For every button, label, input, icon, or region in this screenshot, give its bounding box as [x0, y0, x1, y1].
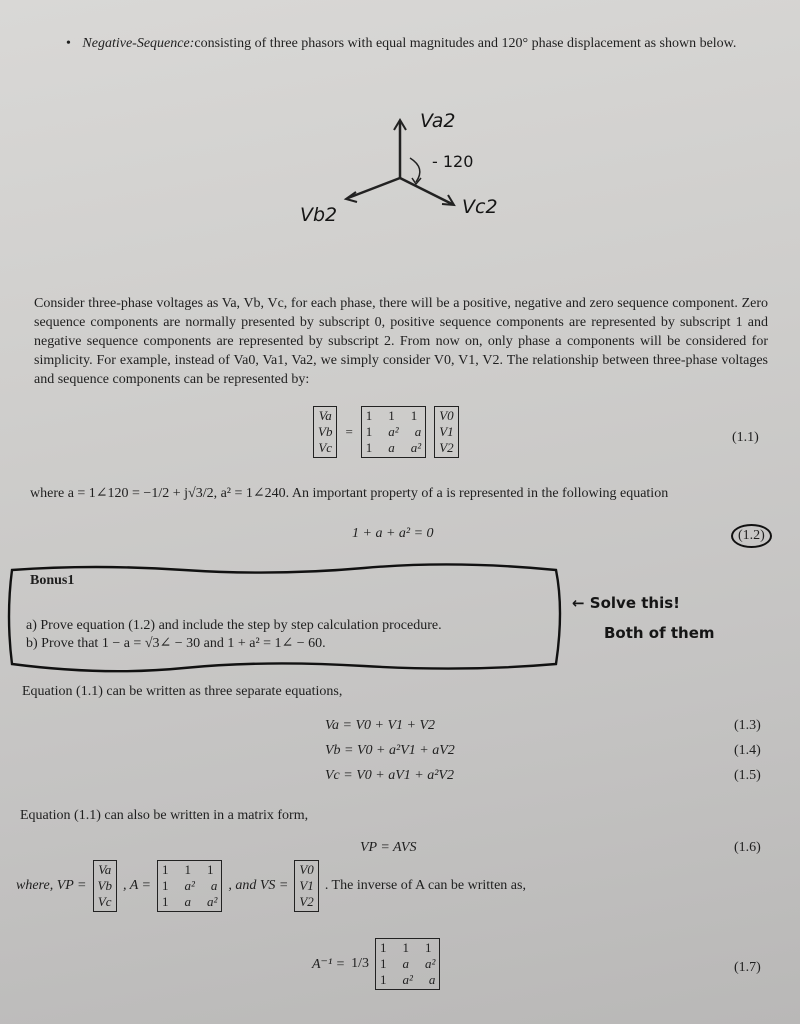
phasor-vc2-line	[400, 178, 452, 204]
bonus-item-b: b) Prove that 1 − a = √3∠ − 30 and 1 + a² = 1∠ − 60.	[26, 636, 326, 651]
handwritten-note-line1: ← Solve this!	[572, 594, 680, 612]
a-row-2	[162, 894, 217, 910]
where-vp-row	[16, 860, 526, 912]
eq15-expr: Vc = V0 + aV1 + a²V2	[325, 768, 454, 783]
matrix-form-intro: Equation (1.1) can also be written in a matrix form,	[20, 808, 309, 823]
equation-1-7	[312, 938, 440, 990]
eq14-number: (1.4)	[734, 743, 761, 758]
eq11-lhs-2: Vc	[318, 440, 333, 455]
phasor-label-vb2: Vb2	[300, 204, 338, 226]
where-vp-suffix: . The inverse of A can be written as,	[324, 878, 526, 893]
eq11-rhs-1: V1	[439, 424, 454, 439]
a-m02: 1	[206, 862, 214, 877]
intro-line	[66, 34, 766, 53]
eq17-number: (1.7)	[734, 960, 761, 975]
vp-vector	[93, 860, 117, 912]
a-m11: a²	[184, 878, 195, 893]
a-m12: a	[210, 878, 218, 893]
vs-2: V2	[299, 894, 314, 909]
separate-equations-intro: Equation (1.1) can be written as three separate equations,	[22, 684, 343, 699]
a-matrix	[157, 860, 222, 912]
a-m22: a²	[206, 894, 218, 909]
eq17-matrix	[375, 938, 440, 990]
phasor-angle-label: - 120	[432, 152, 474, 171]
eq17-m11: a	[402, 956, 409, 971]
vp-0: Va	[98, 862, 112, 877]
eq12-number: (1.2)	[731, 524, 772, 548]
eq17-row-1	[380, 956, 435, 972]
eq11-m02: 1	[410, 408, 418, 423]
handwritten-note-line2: Both of them	[604, 624, 715, 642]
main-paragraph: Consider three-phase voltages as Va, Vb, Vc, for each phase, there will be a positive, negative and zero sequence component. Zero sequence components are normally presented by subscript 0, positive sequence components are represented by subscript 1 and negative sequence components are represented by subscript 2. From now on, only phase a components will be considered for simplicity. For example, instead of Va0, Va1, Va2, we simply consider V0, V1, V2. The relationship between three-phase voltages and sequence components can be represented by:	[34, 296, 768, 387]
eq11-m10: 1	[365, 424, 373, 439]
eq11-lhs-0: Va	[318, 408, 332, 423]
eq11-m01: 1	[388, 408, 395, 423]
eq11-matrix	[361, 406, 426, 458]
eq17-row-0	[380, 940, 435, 956]
eq11-m00: 1	[365, 408, 373, 423]
intro-text: consisting of three phasors with equal magnitudes and 120° phase displacement as shown below.	[194, 36, 737, 51]
eq17-row-2	[380, 972, 435, 988]
eq11-m22: a²	[410, 440, 422, 455]
eq17-m10: 1	[379, 956, 387, 971]
eq13-number: (1.3)	[734, 718, 761, 733]
vs-vector	[294, 860, 318, 912]
eq11-equals: =	[345, 424, 353, 439]
a-m01: 1	[184, 862, 191, 877]
eq11-lhs-1: Vb	[318, 424, 333, 439]
eq17-m02: 1	[424, 940, 432, 955]
bonus-title: Bonus1	[30, 573, 75, 588]
eq15-number: (1.5)	[734, 768, 761, 783]
phasor-label-va2: Va2	[420, 110, 456, 132]
eq13-expr: Va = V0 + V1 + V2	[325, 718, 435, 733]
eq17-m21: a²	[402, 972, 413, 987]
eq17-m22: a	[428, 972, 436, 987]
a-m20: 1	[161, 894, 169, 909]
eq11-row-1	[366, 424, 421, 440]
eq17-scalar: 1/3	[351, 956, 369, 971]
a-m00: 1	[161, 862, 169, 877]
eq17-m00: 1	[379, 940, 387, 955]
vp-2: Vc	[97, 894, 112, 909]
eq16-expr: VP = AVS	[360, 840, 417, 855]
bullet: •	[66, 36, 71, 51]
eq11-rhs-0: V0	[439, 408, 454, 423]
eq11-row-2	[366, 440, 421, 456]
eq11-lhs-vector	[313, 406, 337, 458]
eq12-expr: 1 + a + a² = 0	[352, 526, 434, 541]
bonus-item-a: a) Prove equation (1.2) and include the step by step calculation procedure.	[26, 618, 442, 633]
eq14-expr: Vb = V0 + a²V1 + aV2	[325, 743, 455, 758]
eq11-number: (1.1)	[732, 430, 759, 445]
eq11-m21: a	[388, 440, 395, 455]
intro-term: Negative-Sequence:	[82, 36, 195, 51]
eq11-rhs-2: V2	[439, 440, 454, 455]
eq17-m20: 1	[379, 972, 387, 987]
eq11-rhs-vector	[434, 406, 458, 458]
eq11-row-0	[366, 408, 421, 424]
phasor-vb2-line	[348, 178, 400, 198]
where-vp-prefix: where, VP =	[16, 878, 87, 893]
eq11-m20: 1	[365, 440, 373, 455]
where-and-vs: , and VS =	[228, 878, 289, 893]
eq17-lhs: A⁻¹ =	[312, 956, 346, 972]
a-m10: 1	[161, 878, 169, 893]
a-row-1	[162, 878, 217, 894]
eq17-m12: a²	[424, 956, 436, 971]
vs-0: V0	[299, 862, 314, 877]
eq16-number: (1.6)	[734, 840, 761, 855]
phasor-label-vc2: Vc2	[462, 196, 498, 218]
a-m21: a	[184, 894, 191, 909]
eq11-m11: a²	[388, 424, 399, 439]
equation-1-1	[313, 406, 459, 458]
eq11-m12: a	[414, 424, 422, 439]
where-a-label: , A =	[122, 878, 151, 893]
eq17-m01: 1	[402, 940, 409, 955]
a-row-0	[162, 862, 217, 878]
vs-1: V1	[299, 878, 314, 893]
where-a-text: where a = 1∠120 = −1/2 + j√3/2, a² = 1∠240. An important property of a is represented in the following equation	[30, 486, 669, 501]
vp-1: Vb	[97, 878, 112, 893]
